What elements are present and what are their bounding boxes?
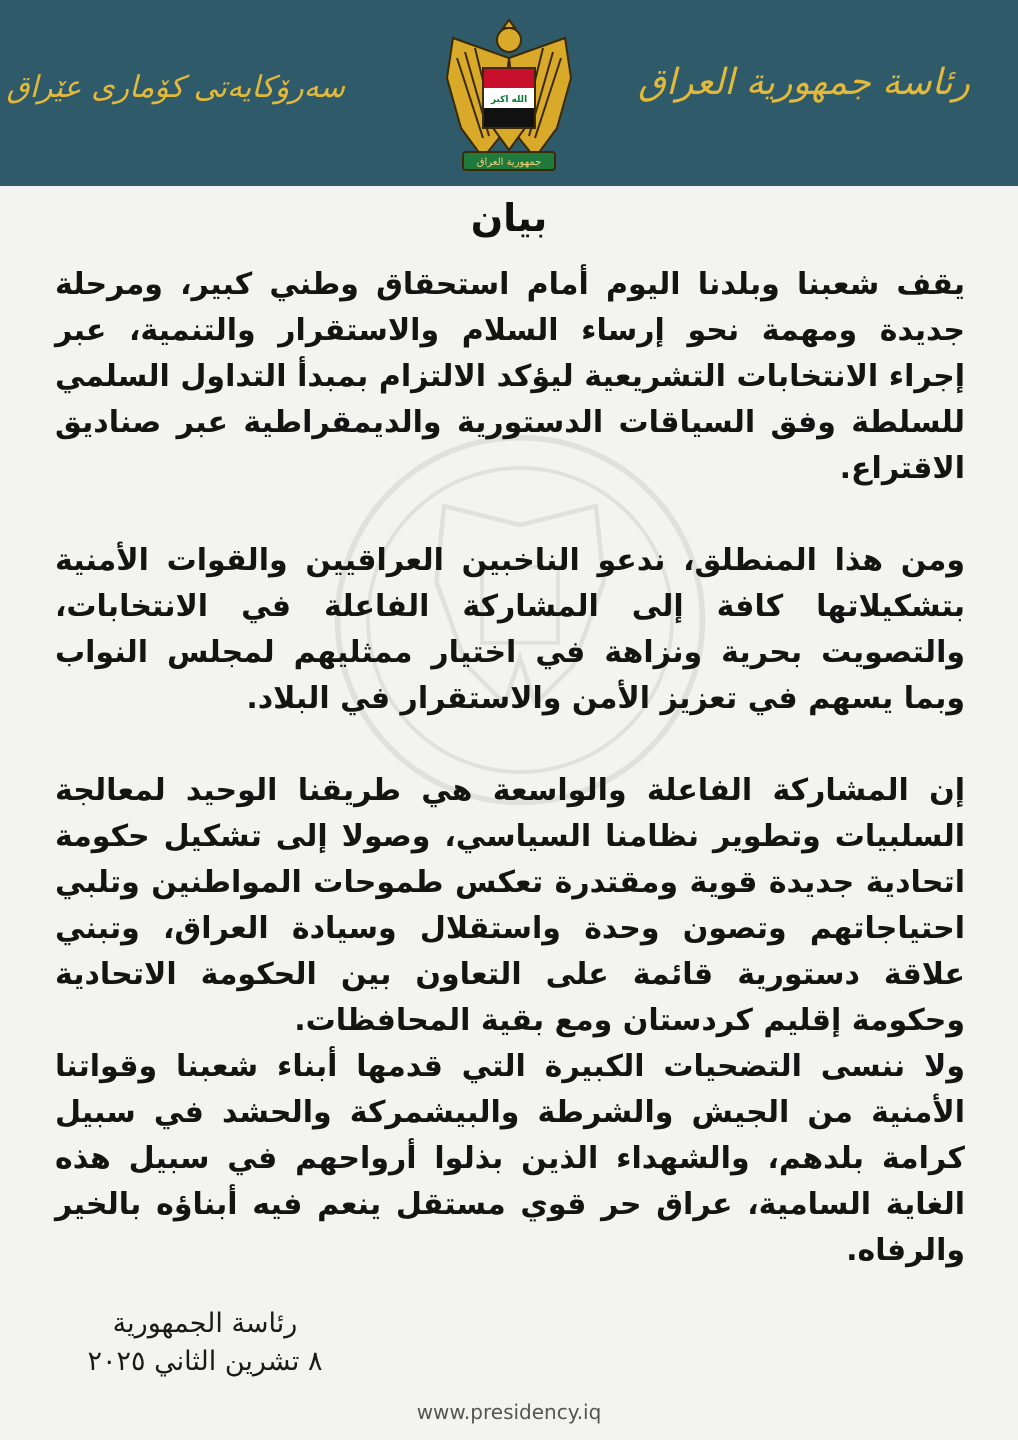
eagle-emblem-icon — [443, 18, 575, 174]
statement-paragraph: ومن هذا المنطلق، ندعو الناخبين العراقيين والقوات الأمنية بتشكيلاتها كافة إلى المشاركة الفاعلة في الانتخابات، والتصويت بحرية ونزاهة في اختيار ممثليهم لمجلس النواب وبما يسهم في تعزيز الأمن والاستقرار في البلاد. — [55, 543, 965, 716]
statement-paragraph: ولا ننسى التضحيات الكبيرة التي قدمها أبناء شعبنا وقواتنا الأمنية من الجيش والشرطة والبيشمركة والحشد في سبيل كرامة بلدهم، والشهداء الذين بذلوا أرواحهم في سبيل هذه الغاية السامية، عراق حر قوي مستقل ينعم فيه أبناؤه بالخير والرفاه. — [55, 1049, 965, 1268]
emblem-banner-text: جمهورية العراق — [476, 157, 542, 168]
header-bar — [0, 0, 1018, 186]
statement-body — [55, 262, 965, 1274]
website-url: www.presidency.iq — [416, 1400, 602, 1424]
statement-paragraph: إن المشاركة الفاعلة والواسعة هي طريقنا الوحيد لمعالجة السلبيات وتطوير نظامنا السياسي، وصولا إلى تشكيل حكومة اتحادية جديدة قوية ومقتدرة تعكس طموحات المواطنين وتلبي احتياجاتهم وتصون وحدة واستقلال وسيادة العراق، وتبني علاقة دستورية قائمة على التعاون بين الحكومة الاتحادية وحكومة إقليم كردستان ومع بقية المحافظات. — [55, 773, 965, 1038]
signature-issuer: رئاسة الجمهورية — [112, 1308, 298, 1339]
signature-date: ٨ تشرين الثاني ٢٠٢٥ — [87, 1346, 323, 1377]
statement-title: بيان — [470, 196, 548, 240]
emblem-flag-text: الله اكبر — [490, 95, 528, 105]
kurdish-title: سەرۆکایەتی کۆماری عێراق — [6, 70, 345, 105]
statement-paragraph: يقف شعبنا وبلدنا اليوم أمام استحقاق وطني كبير، ومرحلة جديدة ومهمة نحو إرساء السلام والاستقرار والتنمية، عبر إجراء الانتخابات التشريعية ليؤكد الالتزام بمبدأ التداول السلمي للسلطة وفق السياقات الدستورية والديمقراطية عبر صناديق الاقتراع. — [55, 267, 965, 486]
signature-block — [60, 1305, 350, 1381]
arabic-title: رئاسة جمهورية العراق — [638, 62, 970, 103]
